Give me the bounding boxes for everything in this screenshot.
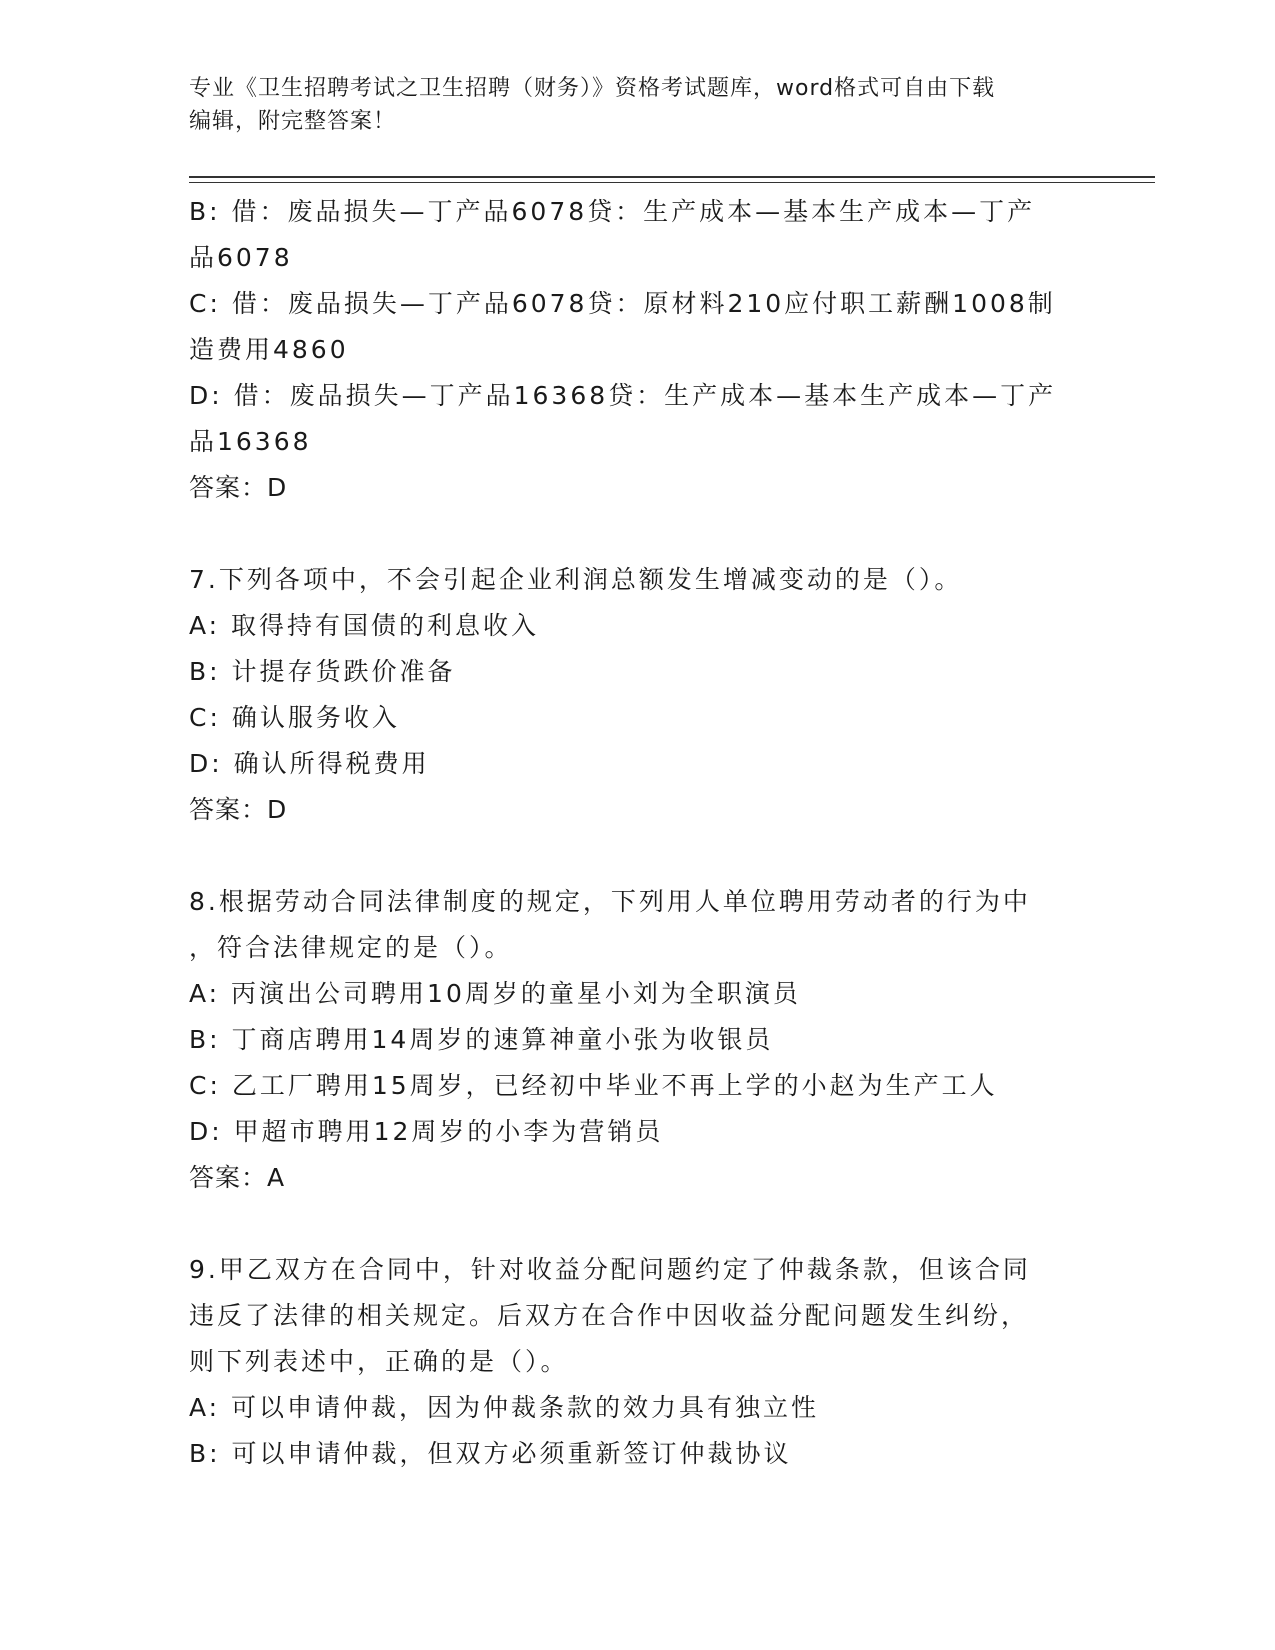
q7-option-d: D: 确认所得税费用 bbox=[189, 749, 430, 778]
header-line-2: 编辑，附完整答案！ bbox=[189, 109, 397, 134]
question-8-block bbox=[189, 879, 1089, 1201]
q9-option-b: B: 可以申请仲裁，但双方必须重新签订仲裁协议 bbox=[189, 1439, 792, 1468]
question-9-block bbox=[189, 1247, 1089, 1477]
q8-option-c: C: 乙工厂聘用15周岁，已经初中毕业不再上学的小赵为生产工人 bbox=[189, 1071, 998, 1100]
q8-option-a: A: 丙演出公司聘用10周岁的童星小刘为全职演员 bbox=[189, 979, 801, 1008]
header-divider-thin bbox=[189, 182, 1155, 183]
spacer bbox=[189, 511, 1089, 557]
q8-stem-line-2: ，符合法律规定的是（）。 bbox=[189, 933, 513, 962]
q6-option-d-line-1: D: 借：废品损失—丁产品16368贷：生产成本—基本生产成本—丁产 bbox=[189, 381, 1057, 410]
q7-answer: 答案：D bbox=[189, 795, 288, 824]
q8-stem-line-1: 8.根据劳动合同法律制度的规定，下列用人单位聘用劳动者的行为中 bbox=[189, 887, 1031, 916]
question-6-block bbox=[189, 189, 1089, 511]
header-line-1: 专业《卫生招聘考试之卫生招聘（财务）》资格考试题库，word格式可自由下载 bbox=[189, 76, 996, 101]
question-7-block bbox=[189, 557, 1089, 833]
question-content bbox=[189, 189, 1089, 1477]
q9-stem-line-3: 则下列表述中，正确的是（）。 bbox=[189, 1347, 569, 1376]
q6-option-c-line-2: 造费用4860 bbox=[189, 335, 349, 364]
q6-option-b-line-1: B: 借：废品损失—丁产品6078贷：生产成本—基本生产成本—丁产 bbox=[189, 197, 1036, 226]
q6-answer: 答案：D bbox=[189, 473, 288, 502]
spacer bbox=[189, 1201, 1089, 1247]
spacer bbox=[189, 833, 1089, 879]
q9-option-a: A: 可以申请仲裁，因为仲裁条款的效力具有独立性 bbox=[189, 1393, 820, 1422]
q6-option-b-line-2: 品6078 bbox=[189, 243, 293, 272]
q6-option-d-line-2: 品16368 bbox=[189, 427, 312, 456]
q9-stem-line-2: 违反了法律的相关规定。后双方在合作中因收益分配问题发生纠纷， bbox=[189, 1301, 1030, 1330]
q7-option-a: A: 取得持有国债的利息收入 bbox=[189, 611, 540, 640]
q8-option-b: B: 丁商店聘用14周岁的速算神童小张为收银员 bbox=[189, 1025, 774, 1054]
q6-option-c-line-1: C: 借：废品损失—丁产品6078贷：原材料210应付职工薪酬1008制 bbox=[189, 289, 1056, 318]
q9-stem-line-1: 9.甲乙双方在合同中，针对收益分配问题约定了仲裁条款，但该合同 bbox=[189, 1255, 1031, 1284]
page-header bbox=[189, 72, 1089, 138]
q8-option-d: D: 甲超市聘用12周岁的小李为营销员 bbox=[189, 1117, 664, 1146]
q7-option-c: C: 确认服务收入 bbox=[189, 703, 400, 732]
q7-stem: 7.下列各项中，不会引起企业利润总额发生增减变动的是（）。 bbox=[189, 565, 963, 594]
q7-option-b: B: 计提存货跌价准备 bbox=[189, 657, 456, 686]
q8-answer: 答案：A bbox=[189, 1163, 286, 1192]
header-divider-thick bbox=[189, 176, 1155, 178]
